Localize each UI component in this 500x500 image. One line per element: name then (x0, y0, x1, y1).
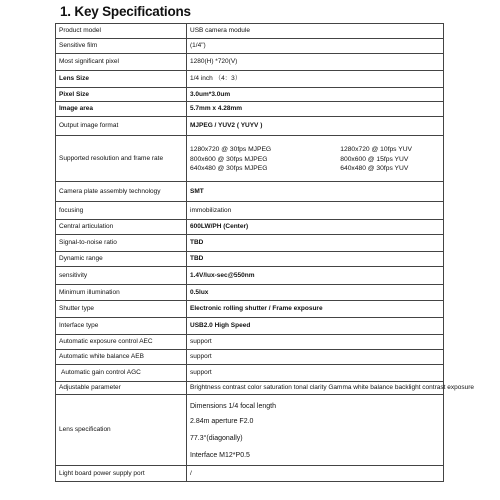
mode-line: 1280x720 @ 30fps MJPEG (190, 146, 272, 153)
spec-label: Output image format (56, 117, 187, 136)
spec-value: support (187, 350, 444, 365)
spec-value: Electronic rolling shutter / Frame exposure (187, 301, 444, 318)
spec-label: Dynamic range (56, 252, 187, 267)
spec-value: immobilization (187, 202, 444, 220)
mode-line: 640x480 @ 30fps YUV (340, 165, 409, 172)
spec-value: 1280(H) *720(V) (187, 54, 444, 71)
spec-label: Interface type (56, 318, 187, 335)
table-row (56, 71, 444, 88)
table-row (56, 285, 444, 301)
mjpeg-modes (190, 145, 271, 174)
table-row (56, 117, 444, 136)
resolution-cell (187, 136, 444, 182)
spec-value: 5.7mm x 4.28mm (187, 102, 444, 117)
spec-value: support (187, 365, 444, 382)
table-row (56, 220, 444, 235)
table-row (56, 39, 444, 54)
spec-value: TBD (187, 235, 444, 252)
spec-value: SMT (187, 182, 444, 202)
spec-label: Camera plate assembly technology (56, 182, 187, 202)
table-row (56, 267, 444, 285)
spec-label: Most significant pixel (56, 54, 187, 71)
spec-label: Lens Size (56, 71, 187, 88)
table-row (56, 235, 444, 252)
mode-line: 800x600 @ 15fps YUV (340, 155, 409, 163)
spec-value: 1/4 inch （4：3） (187, 71, 444, 88)
table-row (56, 54, 444, 71)
table-row (56, 252, 444, 267)
spec-label: Automatic white balance AEB (56, 350, 187, 365)
table-row (56, 382, 444, 395)
table-row (56, 335, 444, 350)
spec-label: Image area (56, 102, 187, 117)
spec-label: Light board power supply port (56, 466, 187, 482)
table-row (56, 24, 444, 39)
spec-label: Automatic exposure control AEC (56, 335, 187, 350)
table-row (56, 202, 444, 220)
spec-label: Shutter type (56, 301, 187, 318)
table-row (56, 88, 444, 102)
table-row (56, 136, 444, 182)
table-row (56, 182, 444, 202)
mode-line: 640x480 @ 30fps MJPEG (190, 165, 268, 172)
spec-label: Sensitive film (56, 39, 187, 54)
spec-label: Signal-to-noise ratio (56, 235, 187, 252)
spec-label: Product model (56, 24, 187, 39)
spec-label: Lens specification (56, 395, 187, 466)
mode-line: 800x600 @ 30fps MJPEG (190, 155, 268, 163)
table-row (56, 365, 444, 382)
spec-label: Central articulation (56, 220, 187, 235)
spec-label: sensitivity (56, 267, 187, 285)
spec-value: USB camera module (187, 24, 444, 39)
lens-line: 77.3°(diagonally) (190, 434, 243, 442)
lens-spec-cell (187, 395, 444, 466)
spec-value: Brightness contrast color saturation tonal clarity Gamma white balance backlight contrast exposure (187, 382, 444, 395)
spec-label: Automatic gain control AGC (56, 365, 187, 382)
lens-line: Dimensions 1/4 focal length (190, 402, 276, 410)
spec-value: 1.4V/lux-sec@550nm (187, 267, 444, 285)
table-row (56, 350, 444, 365)
spec-value: USB2.0 High Speed (187, 318, 444, 335)
spec-value: 3.0um*3.0um (187, 88, 444, 102)
spec-value: (1/4") (187, 39, 444, 54)
spec-value: / (187, 466, 444, 482)
spec-value: TBD (187, 252, 444, 267)
spec-label: Pixel Size (56, 88, 187, 102)
mode-line: 1280x720 @ 10fps YUV (340, 146, 412, 153)
key-specifications-table (55, 23, 474, 482)
table-row (56, 301, 444, 318)
spec-value: support (187, 335, 444, 350)
spec-label: Supported resolution and frame rate (56, 136, 187, 182)
spec-value: 600LW/PH (Center) (187, 220, 444, 235)
spec-label: Minimum illumination (56, 285, 187, 301)
table-row (56, 318, 444, 335)
yuv-modes (340, 145, 412, 174)
lens-line: Interface M12*P0.5 (190, 451, 250, 459)
table-row (56, 466, 444, 482)
table-row (56, 395, 444, 466)
lens-line: 2.84m aperture F2.0 (190, 417, 254, 425)
spec-label: Adjustable parameter (56, 382, 187, 395)
section-heading: 1. Key Specifications (60, 4, 191, 19)
spec-value: MJPEG / YUV2 ( YUYV ) (187, 117, 444, 136)
spec-value: 0.5lux (187, 285, 444, 301)
spec-label: focusing (56, 202, 187, 220)
table-row (56, 102, 444, 117)
